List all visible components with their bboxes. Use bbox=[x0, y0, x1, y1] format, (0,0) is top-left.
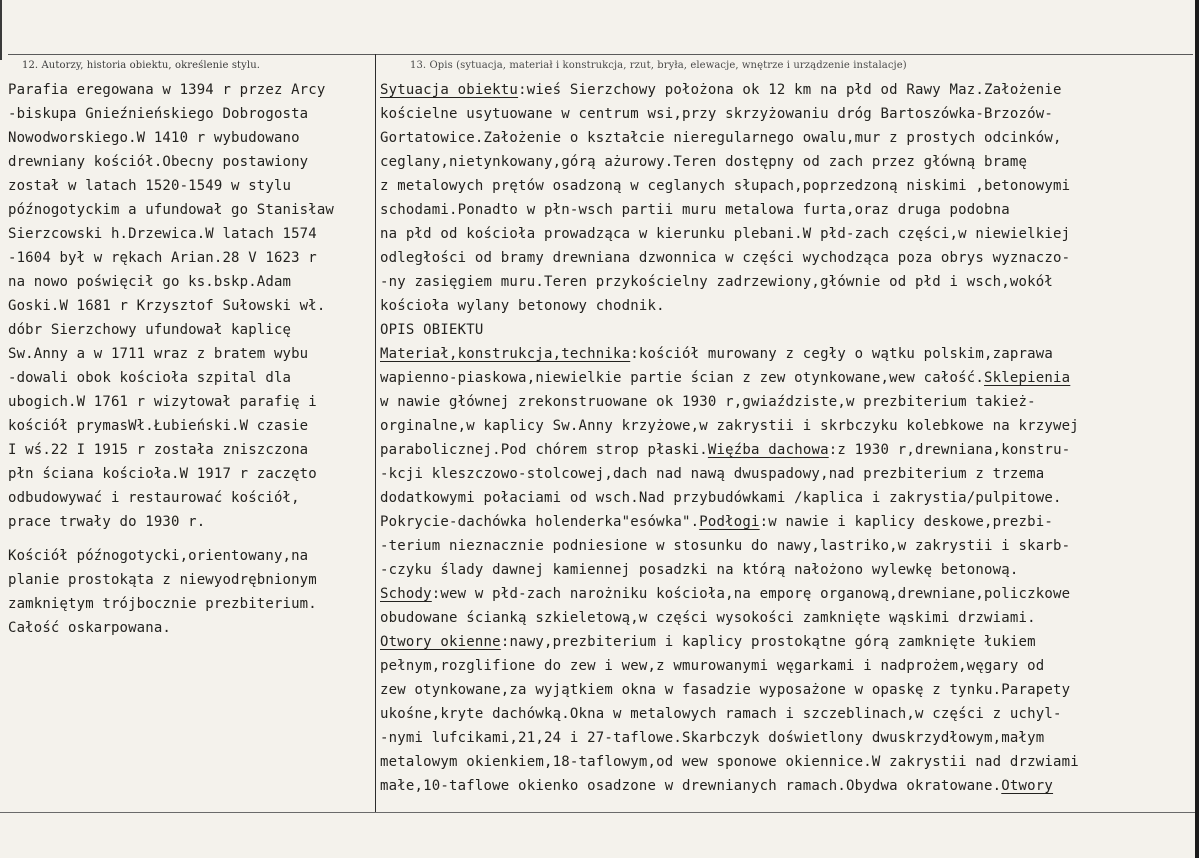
description-line: ukośne,kryte dachówką.Okna w metalowych ramach i szczeblinach,w części z uchyl- bbox=[380, 706, 1062, 722]
history-line: ubogich.W 1761 r wizytował parafię i bbox=[8, 394, 317, 410]
term-sytuacja: Sytuacja obiektu bbox=[380, 82, 519, 98]
line-text: :w nawie i kaplicy deskowe,prezbi- bbox=[759, 514, 1054, 530]
term-schody: Schody bbox=[380, 586, 432, 602]
description-line bbox=[380, 438, 1195, 462]
header-rule bbox=[8, 54, 1193, 55]
term-otwory-okienne: Otwory okienne bbox=[380, 634, 501, 650]
line-text: małe,10-taflowe okienko osadzone w drewnianych ramach.Obydwa okratowane. bbox=[380, 778, 1002, 794]
description-line: -kcji kleszczowo-stolcowej,dach nad nawą dwuspadowy,nad prezbiterium z trzema bbox=[380, 466, 1045, 482]
description-line: -czyku ślady dawnej kamiennej posadzki na którą nałożono wylewkę betonową. bbox=[380, 562, 1019, 578]
line-text: Pokrycie-dachówka holenderka"esówka". bbox=[380, 514, 700, 530]
line-text: wapienno-piaskowa,niewielkie partie ścian z zew otynkowane,wew całość. bbox=[380, 370, 985, 386]
description-line bbox=[380, 342, 1195, 366]
history-line: odbudowywać i restaurować kościół, bbox=[8, 490, 300, 506]
history-line: Nowodworskiego.W 1410 r wybudowano bbox=[8, 130, 300, 146]
description-line: zew otynkowane,za wyjątkiem okna w fasadzie wyposażone w opaskę z tynku.Parapety bbox=[380, 682, 1071, 698]
section-12-heading: 12. Autorzy, historia obiektu, określenie stylu. bbox=[22, 60, 261, 71]
history-line: -1604 był w rękach Arian.28 V 1623 r bbox=[8, 250, 317, 266]
description-line bbox=[380, 774, 1195, 798]
description-line: -ny zasięgiem muru.Teren przykościelny zadrzewiony,głównie od płd i wsch,wokół bbox=[380, 274, 1054, 290]
history-line: Sierzcowski h.Drzewica.W latach 1574 bbox=[8, 226, 317, 242]
history-line: Parafia eregowana w 1394 r przez Arcy bbox=[8, 82, 326, 98]
history-line: późnogotyckim a ufundował go Stanisław bbox=[8, 202, 334, 218]
line-text: :wew w płd-zach narożniku kościoła,na emporę organową,drewniane,policzkowe bbox=[431, 586, 1071, 602]
section-title-opis: OPIS OBIEKTU bbox=[380, 322, 484, 338]
description-line bbox=[380, 582, 1195, 606]
history-line: na nowo poświęcił go ks.bskp.Adam bbox=[8, 274, 292, 290]
description-line bbox=[380, 366, 1195, 390]
history-line: płn ściana kościoła.W 1917 r zaczęto bbox=[8, 466, 317, 482]
description-line: metalowym okienkiem,18-taflowym,od wew sponowe okiennice.W zakrystii nad drzwiami bbox=[380, 754, 1079, 770]
description-line: obudowane ścianką szkieletową,w części wysokości zamknięte wąskimi drzwiami. bbox=[380, 610, 1036, 626]
description-line: na płd od kościoła prowadząca w kierunku plebani.W płd-zach części,w niewielkiej bbox=[380, 226, 1071, 242]
history-line: -dowali obok kościoła szpital dla bbox=[8, 370, 292, 386]
description-line: z metalowych prętów osadzoną w ceglanych słupach,poprzedzoną niskimi ,betonowymi bbox=[380, 178, 1071, 194]
description-line: kościelne usytuowane w centrum wsi,przy skrzyżowaniu dróg Bartoszówka-Brzozów- bbox=[380, 106, 1054, 122]
description-line: w nawie głównej zrekonstruowane ok 1930 r,gwiaździste,w prezbiterium takież- bbox=[380, 394, 1036, 410]
description-line bbox=[380, 510, 1195, 534]
history-line: Goski.W 1681 r Krzysztof Sułowski wł. bbox=[8, 298, 326, 314]
history-line: kościół prymasWł.Łubieński.W czasie bbox=[8, 418, 309, 434]
history-line: drewniany kościół.Obecny postawiony bbox=[8, 154, 309, 170]
history-line: prace trwały do 1930 r. bbox=[8, 514, 206, 530]
term-material: Materiał,konstrukcja,technika bbox=[380, 346, 631, 362]
description-line: odległości od bramy drewniana dzwonnica w części wychodząca poza obrys wyznaczo- bbox=[380, 250, 1071, 266]
description-line: -nymi lufcikami,21,24 i 27-taflowe.Skarbczyk doświetlony dwuskrzydłowym,małym bbox=[380, 730, 1045, 746]
page-edge-left bbox=[0, 0, 2, 60]
line-text: :wieś Sierzchowy położona ok 12 km na płd od Rawy Maz.Założenie bbox=[518, 82, 1062, 98]
description-line: Gortatowice.Założenie o kształcie nieregularnego owalu,mur z prostych odcinków, bbox=[380, 130, 1062, 146]
style-line: planie prostokąta z niewyodrębnionym bbox=[8, 572, 317, 588]
section-13-heading: 13. Opis (sytuacja, materiał i konstrukcja, rzut, bryła, elewacje, wnętrze i urządzenie instalacje) bbox=[410, 60, 907, 71]
line-text: parabolicznej.Pod chórem strop płaski. bbox=[380, 442, 708, 458]
column-divider bbox=[375, 54, 376, 812]
paragraph-gap bbox=[8, 534, 374, 544]
term-sklepienia: Sklepienia bbox=[984, 370, 1071, 386]
term-podlogi: Podłogi bbox=[699, 514, 760, 530]
description-line: orginalne,w kaplicy Sw.Anny krzyżowe,w zakrystii i skrbczyku kolebkowe na krzywej bbox=[380, 418, 1079, 434]
description-line: -terium nieznacznie podniesione w stosunku do nawy,lastriko,w zakrystii i skarb- bbox=[380, 538, 1071, 554]
line-text: :nawy,prezbiterium i kaplicy prostokątne górą zamknięte łukiem bbox=[500, 634, 1036, 650]
description-line bbox=[380, 78, 1195, 102]
history-column bbox=[8, 78, 374, 640]
history-line: został w latach 1520-1549 w stylu bbox=[8, 178, 292, 194]
history-line: -biskupa Gnieźnieńskiego Dobrogosta bbox=[8, 106, 309, 122]
page-edge-right bbox=[1195, 0, 1199, 858]
description-line: schodami.Ponadto w płn-wsch partii muru metalowa furta,oraz druga podobna bbox=[380, 202, 1010, 218]
history-line: Sw.Anny a w 1711 wraz z bratem wybu bbox=[8, 346, 309, 362]
description-line: ceglany,nietynkowany,górą ażurowy.Teren dostępny od zach przez główną bramę bbox=[380, 154, 1028, 170]
style-line: zamkniętym trójbocznie prezbiterium. bbox=[8, 596, 317, 612]
line-text: :kościół murowany z cegły o wątku polskim,zaprawa bbox=[630, 346, 1054, 362]
line-text: :z 1930 r,drewniana,konstru- bbox=[828, 442, 1071, 458]
history-line: I wś.22 I 1915 r została zniszczona bbox=[8, 442, 309, 458]
footer-rule bbox=[0, 812, 1195, 813]
description-line: kościoła wylany betonowy chodnik. bbox=[380, 298, 665, 314]
term-wiezba: Więźba dachowa bbox=[707, 442, 829, 458]
history-line: dóbr Sierzchowy ufundował kaplicę bbox=[8, 322, 292, 338]
description-line: dodatkowymi połaciami od wsch.Nad przybudówkami /kaplica i zakrystia/pulpitowe. bbox=[380, 490, 1062, 506]
description-line: pełnym,rozglifione do zew i wew,z wmurowanymi węgarkami i nadprożem,węgary od bbox=[380, 658, 1045, 674]
style-line: Kościół późnogotycki,orientowany,na bbox=[8, 548, 309, 564]
description-column bbox=[380, 78, 1195, 798]
term-otwory: Otwory bbox=[1001, 778, 1054, 794]
description-line bbox=[380, 630, 1195, 654]
style-line: Całość oskarpowana. bbox=[8, 620, 171, 636]
